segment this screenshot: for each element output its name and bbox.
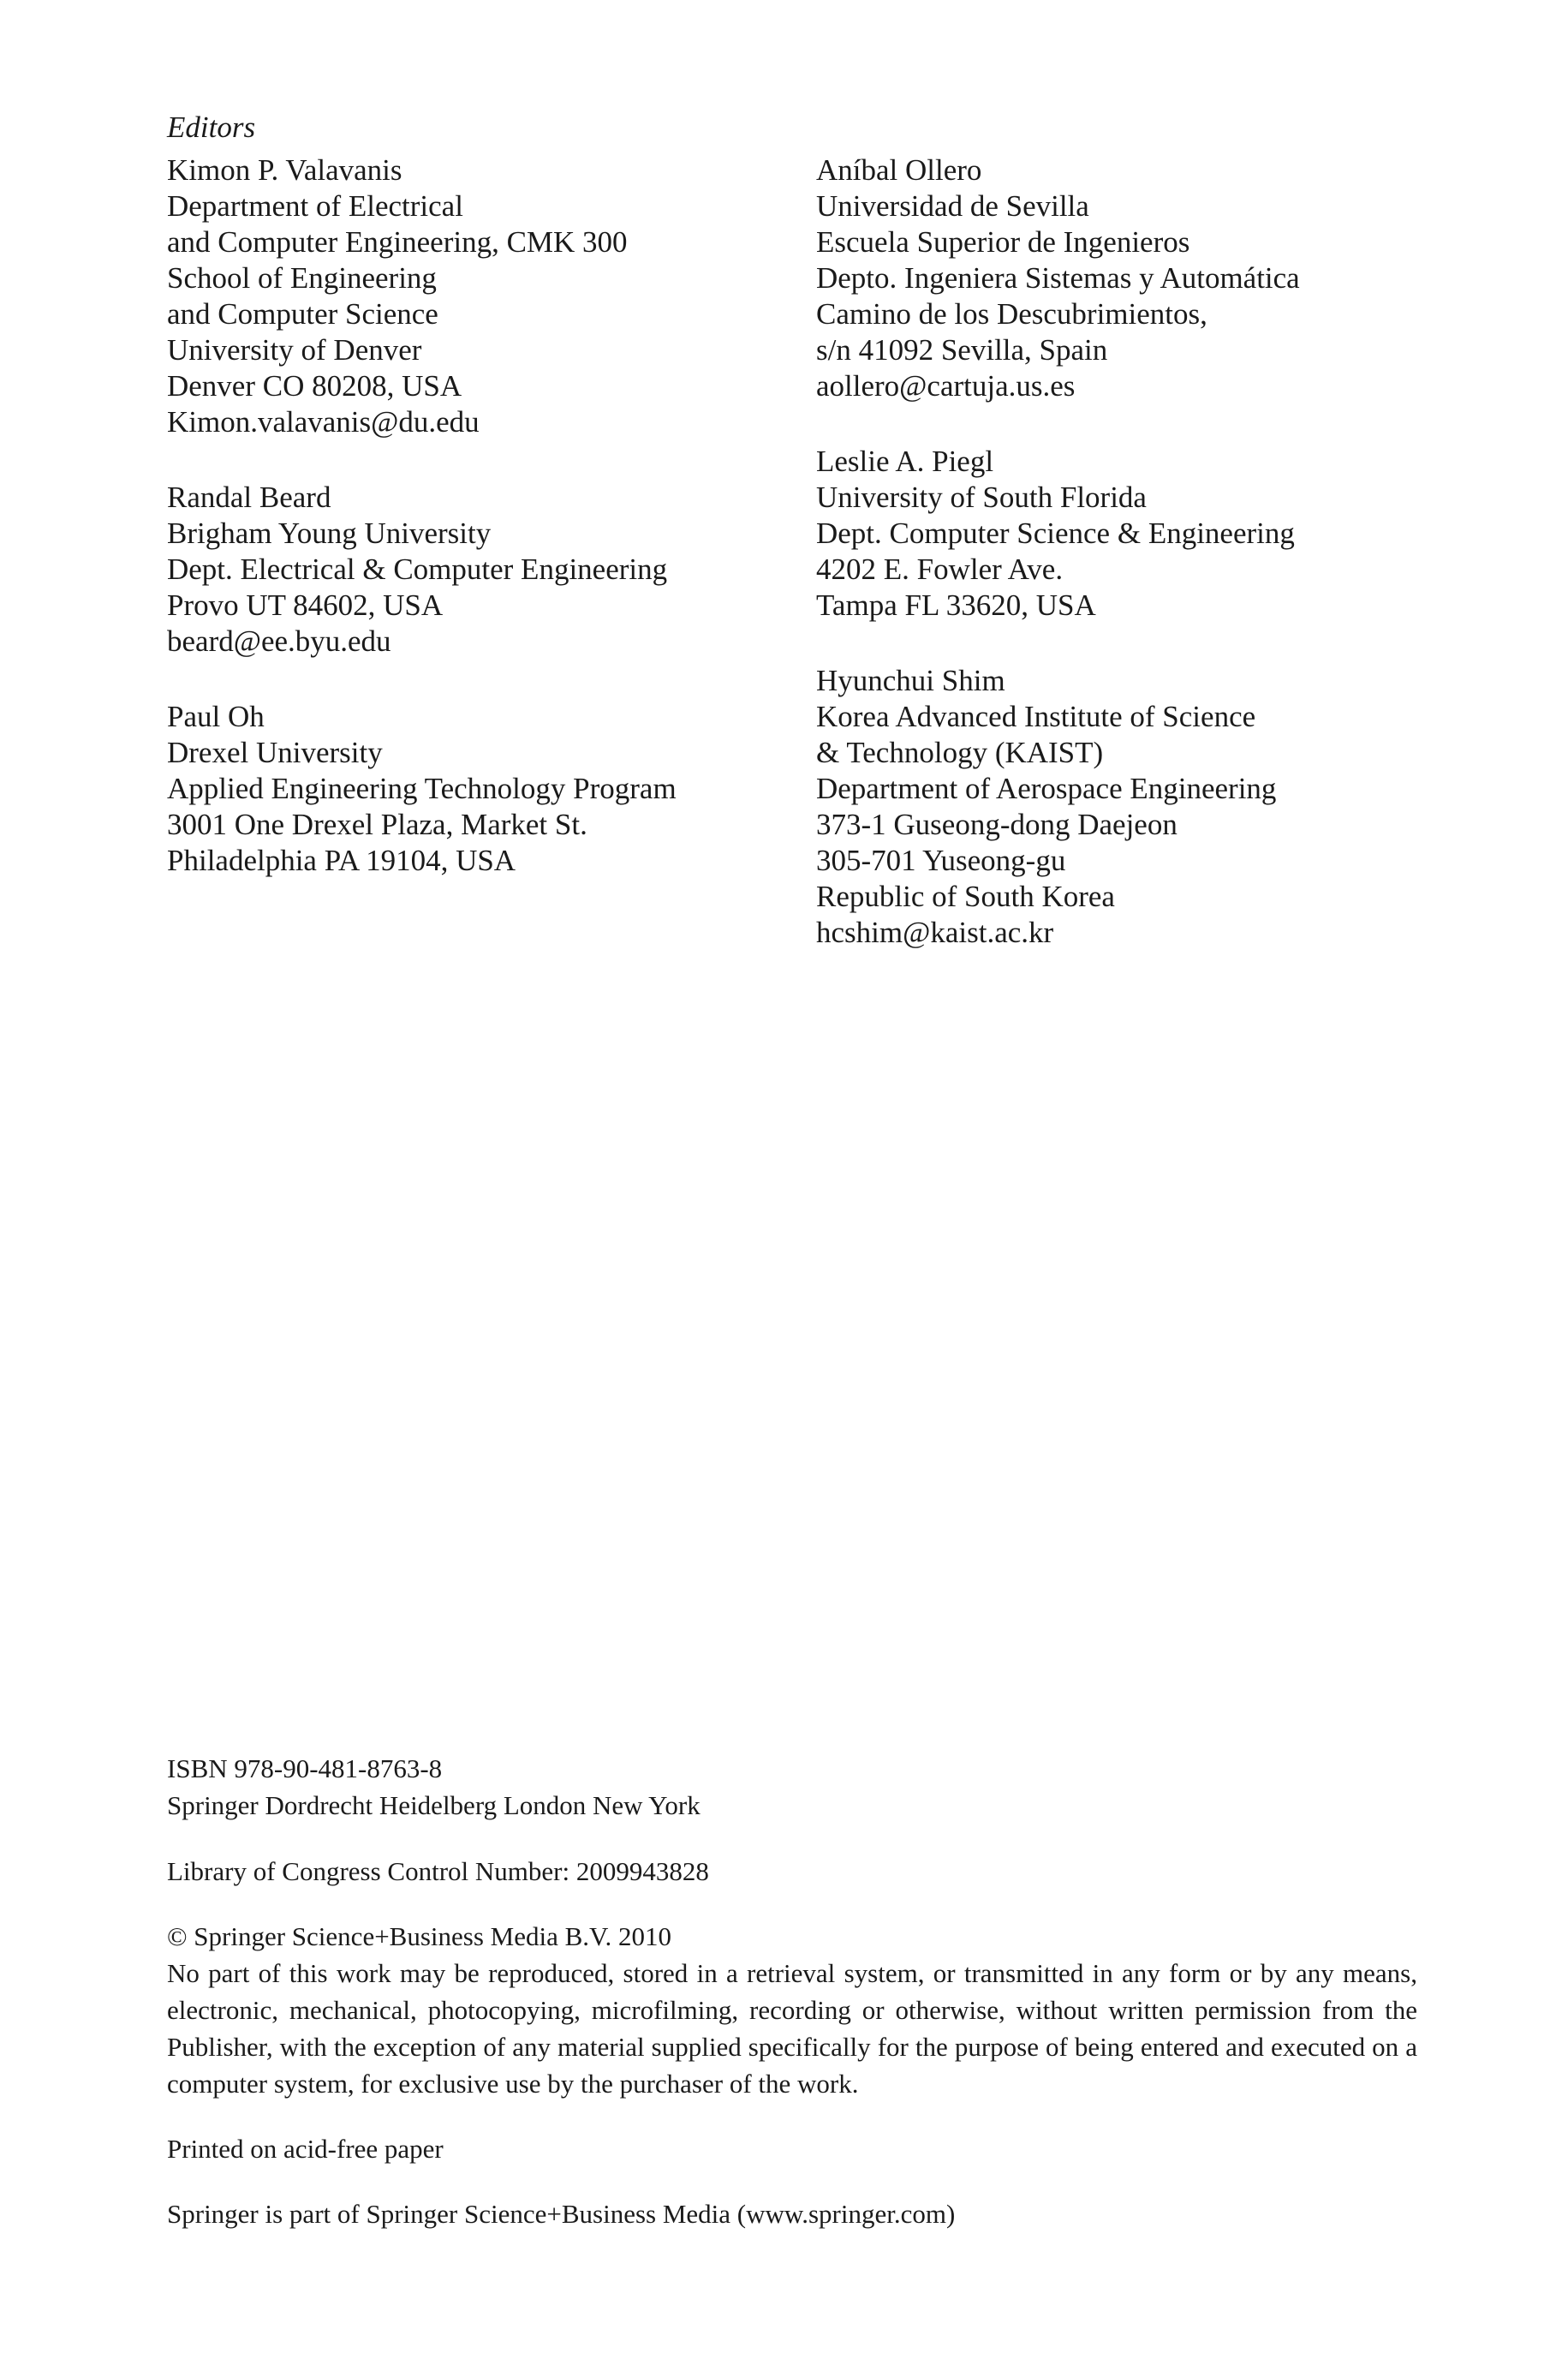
editor-address-line: Escuela Superior de Ingenieros: [816, 225, 1190, 259]
editor-address-line: and Computer Engineering, CMK 300: [167, 225, 628, 259]
editor-entry: [816, 663, 1433, 951]
editor-address-line: 373-1 Guseong-dong Daejeon: [816, 808, 1177, 841]
editor-address-line: University of Denver: [167, 333, 422, 367]
editor-entry: [167, 480, 784, 660]
editor-address-line: Depto. Ingeniera Sistemas y Automática: [816, 261, 1300, 295]
editor-entry: [167, 152, 784, 440]
editor-address-line: & Technology (KAIST): [816, 736, 1104, 769]
editor-name: Aníbal Ollero: [816, 153, 982, 187]
editor-address-line: Republic of South Korea: [816, 880, 1115, 913]
springer-note: Springer is part of Springer Science+Business Media (www.springer.com): [167, 2199, 956, 2229]
editor-name: Paul Oh: [167, 700, 265, 733]
copyright-notice: © Springer Science+Business Media B.V. 2010: [167, 1921, 671, 1951]
editor-address-line: s/n 41092 Sevilla, Spain: [816, 333, 1108, 367]
editor-address-line: 3001 One Drexel Plaza, Market St.: [167, 808, 587, 841]
editor-address-line: Universidad de Sevilla: [816, 189, 1089, 223]
editor-address-line: 4202 E. Fowler Ave.: [816, 552, 1064, 586]
editor-address-line: Drexel University: [167, 736, 383, 769]
editor-address-line: 305-701 Yuseong-gu: [816, 844, 1066, 877]
editors-heading: Editors: [167, 110, 256, 144]
editor-email: beard@ee.byu.edu: [167, 624, 391, 658]
editor-entry: [816, 444, 1433, 624]
editor-address-line: Department of Aerospace Engineering: [816, 772, 1277, 805]
editor-address-line: Camino de los Descubrimientos,: [816, 297, 1207, 331]
editor-address-line: School of Engineering: [167, 261, 437, 295]
editor-address-line: Applied Engineering Technology Program: [167, 772, 677, 805]
editor-name: Hyunchui Shim: [816, 664, 1005, 697]
editor-name: Randal Beard: [167, 481, 331, 514]
editor-name: Kimon P. Valavanis: [167, 153, 402, 187]
editor-address-line: Dept. Electrical & Computer Engineering: [167, 552, 668, 586]
acid-free-note: Printed on acid-free paper: [167, 2134, 444, 2164]
isbn: ISBN 978-90-481-8763-8: [167, 1753, 443, 1783]
editor-address-line: Dept. Computer Science & Engineering: [816, 517, 1295, 550]
imprint-footer: [167, 1750, 1417, 2232]
editor-email: Kimon.valavanis@du.edu: [167, 405, 480, 439]
editor-address-line: Provo UT 84602, USA: [167, 588, 444, 622]
editor-name: Leslie A. Piegl: [816, 445, 994, 478]
editor-address-line: Brigham Young University: [167, 517, 492, 550]
editor-address-line: Denver CO 80208, USA: [167, 369, 462, 403]
editor-address-line: University of South Florida: [816, 481, 1147, 514]
rights-statement: No part of this work may be reproduced, stored in a retrieval system, or transmitted in any form or by any means, electronic, mechanical, photocopying, microfilming, recording or otherwise, without written permission from the Publisher, with the exception of any material supplied specifically for the purpose of being entered and executed on a computer system, for exclusive use by the purchaser of the work.: [167, 1958, 1417, 2099]
editor-address-line: and Computer Science: [167, 297, 438, 331]
editor-entry: [816, 152, 1433, 404]
editor-email: hcshim@kaist.ac.kr: [816, 916, 1054, 949]
editor-entry: [167, 699, 784, 879]
editors-right-column: [816, 152, 1433, 951]
publisher-cities: Springer Dordrecht Heidelberg London New York: [167, 1790, 701, 1820]
editor-email: aollero@cartuja.us.es: [816, 369, 1076, 403]
loc-control-number: Library of Congress Control Number: 2009943828: [167, 1856, 709, 1886]
editor-address-line: Philadelphia PA 19104, USA: [167, 844, 516, 877]
editors-left-column: [167, 152, 784, 879]
editor-address-line: Korea Advanced Institute of Science: [816, 700, 1256, 733]
editor-address-line: Department of Electrical: [167, 189, 463, 223]
editor-address-line: Tampa FL 33620, USA: [816, 588, 1096, 622]
